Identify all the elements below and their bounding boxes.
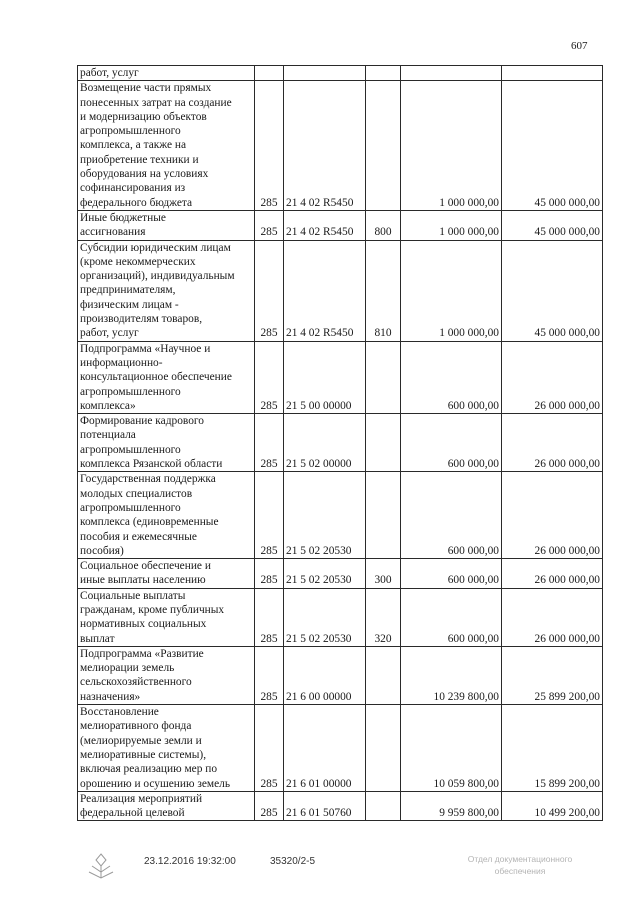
cell-sum-2016: 10 239 800,00 — [401, 646, 502, 704]
cell-vr: 800 — [366, 210, 401, 240]
footer-datetime: 23.12.2016 19:32:00 — [144, 856, 236, 867]
cell-name-line: работ, услуг — [80, 327, 139, 340]
cell-name — [78, 210, 255, 240]
cell-vr — [366, 414, 401, 472]
cell-name-line: приобретение техники и — [80, 153, 199, 166]
table-row — [78, 414, 603, 472]
emblem-icon — [84, 852, 118, 880]
table-row — [78, 705, 603, 792]
cell-name-line: комплекса Рязанской области — [80, 458, 223, 471]
cell-name — [78, 66, 255, 81]
cell-ved: 285 — [255, 414, 284, 472]
cell-name-line: молодых специалистов — [80, 487, 193, 500]
department-stamp — [445, 853, 595, 877]
cell-ved: 285 — [255, 588, 284, 646]
cell-sum-2017: 10 499 200,00 — [502, 791, 603, 821]
table-body — [78, 66, 603, 821]
stamp-line: обеспечения — [494, 866, 546, 876]
cell-sum-2017: 26 000 000,00 — [502, 588, 603, 646]
cell-name-line: и модернизацию объектов — [80, 110, 207, 123]
cell-name-line: сельскохозяйственного — [80, 676, 192, 689]
cell-ved: 285 — [255, 559, 284, 589]
cell-sum-2016: 600 000,00 — [401, 559, 502, 589]
cell-sum-2017: 45 000 000,00 — [502, 210, 603, 240]
cell-sum-2016: 1 000 000,00 — [401, 240, 502, 341]
cell-vr — [366, 646, 401, 704]
cell-csr: 21 5 02 20530 — [284, 559, 366, 589]
cell-csr: 21 5 00 00000 — [284, 341, 366, 413]
cell-name-line: мелиоративного фонда — [80, 720, 192, 733]
cell-vr: 810 — [366, 240, 401, 341]
cell-csr: 21 4 02 R5450 — [284, 210, 366, 240]
cell-ved: 285 — [255, 341, 284, 413]
table-row — [78, 240, 603, 341]
cell-vr — [366, 705, 401, 792]
cell-name-line: пособия) — [80, 544, 124, 557]
cell-name-line: ассигнования — [80, 226, 146, 239]
cell-sum-2016: 1 000 000,00 — [401, 81, 502, 211]
table-row — [78, 559, 603, 589]
cell-name-line: гражданам, кроме публичных — [80, 603, 225, 616]
cell-name-line: пособия и ежемесячные — [80, 530, 197, 543]
cell-ved: 285 — [255, 210, 284, 240]
cell-name-line: агропромышленного — [80, 125, 181, 138]
cell-csr: 21 4 02 R5450 — [284, 81, 366, 211]
cell-name-line: информационно- — [80, 356, 163, 369]
table-row — [78, 210, 603, 240]
cell-sum-2016: 600 000,00 — [401, 588, 502, 646]
cell-csr: 21 5 02 20530 — [284, 588, 366, 646]
cell-sum-2017: 26 000 000,00 — [502, 414, 603, 472]
cell-name-line: работ, услуг — [80, 67, 139, 79]
stamp-line: Отдел документационного — [467, 854, 573, 864]
cell-name-line: (кроме некоммерческих — [80, 255, 196, 268]
cell-name-line: Иные бюджетные — [80, 211, 166, 224]
cell-sum-2016: 9 959 800,00 — [401, 791, 502, 821]
table-row — [78, 66, 603, 81]
cell-name-line: мелиорации земель — [80, 662, 175, 675]
cell-sum-2017: 26 000 000,00 — [502, 559, 603, 589]
cell-name-line: агропромышленного — [80, 385, 181, 398]
cell-sum-2016: 1 000 000,00 — [401, 210, 502, 240]
cell-sum-2016 — [401, 66, 502, 81]
cell-name-line: предпринимателям, — [80, 284, 176, 297]
cell-name-line: комплекса (единовременные — [80, 516, 219, 529]
cell-name-line: включая реализацию мер по — [80, 763, 218, 776]
cell-sum-2017: 26 000 000,00 — [502, 472, 603, 559]
cell-sum-2016: 600 000,00 — [401, 341, 502, 413]
cell-name-line: Восстановление — [80, 706, 159, 719]
cell-name-line: организаций), индивидуальным — [80, 270, 235, 283]
cell-name-line: Субсидии юридическим лицам — [80, 241, 231, 254]
cell-vr: 300 — [366, 559, 401, 589]
cell-sum-2017: 45 000 000,00 — [502, 81, 603, 211]
cell-ved: 285 — [255, 646, 284, 704]
cell-sum-2017: 26 000 000,00 — [502, 341, 603, 413]
cell-name-line: физическим лицам - — [80, 298, 179, 311]
cell-name-line: Возмещение части прямых — [80, 82, 212, 95]
cell-name-line: нормативных социальных — [80, 618, 207, 631]
cell-name — [78, 81, 255, 211]
cell-name-line: комплекса» — [80, 399, 136, 412]
cell-name-line: Государственная поддержка — [80, 473, 216, 486]
cell-ved: 285 — [255, 791, 284, 821]
cell-ved: 285 — [255, 81, 284, 211]
cell-vr — [366, 341, 401, 413]
cell-csr: 21 5 02 20530 — [284, 472, 366, 559]
cell-vr — [366, 81, 401, 211]
cell-name — [78, 240, 255, 341]
cell-name — [78, 414, 255, 472]
cell-csr: 21 5 02 00000 — [284, 414, 366, 472]
cell-name-line: федерального бюджета — [80, 196, 193, 209]
cell-name-line: Формирование кадрового — [80, 415, 204, 428]
cell-name-line: понесенных затрат на создание — [80, 96, 232, 109]
cell-sum-2017 — [502, 66, 603, 81]
cell-name — [78, 559, 255, 589]
cell-name-line: Подпрограмма «Научное и — [80, 342, 211, 355]
table-row — [78, 81, 603, 211]
cell-csr: 21 6 01 50760 — [284, 791, 366, 821]
cell-sum-2017: 25 899 200,00 — [502, 646, 603, 704]
cell-name-line: Реализация мероприятий — [80, 792, 203, 805]
cell-sum-2016: 600 000,00 — [401, 472, 502, 559]
cell-ved — [255, 66, 284, 81]
cell-name-line: агропромышленного — [80, 501, 181, 514]
cell-name — [78, 705, 255, 792]
table-row — [78, 341, 603, 413]
cell-name — [78, 791, 255, 821]
cell-sum-2017: 45 000 000,00 — [502, 240, 603, 341]
table-row — [78, 646, 603, 704]
cell-sum-2016: 600 000,00 — [401, 414, 502, 472]
cell-name-line: потенциала — [80, 429, 136, 442]
cell-name — [78, 588, 255, 646]
cell-name-line: назначения» — [80, 690, 141, 703]
cell-vr — [366, 66, 401, 81]
cell-name-line: (мелиорируемые земли и — [80, 734, 202, 747]
cell-csr: 21 4 02 R5450 — [284, 240, 366, 341]
cell-sum-2017: 15 899 200,00 — [502, 705, 603, 792]
cell-csr — [284, 66, 366, 81]
cell-name-line: консультационное обеспечение — [80, 371, 232, 384]
cell-name-line: Социальное обеспечение и — [80, 560, 211, 573]
page-number: 607 — [571, 40, 588, 52]
cell-vr — [366, 791, 401, 821]
cell-name — [78, 472, 255, 559]
cell-name-line: Подпрограмма «Развитие — [80, 647, 204, 660]
cell-name-line: Социальные выплаты — [80, 589, 186, 602]
table-row — [78, 588, 603, 646]
cell-name — [78, 646, 255, 704]
cell-name-line: иные выплаты населению — [80, 574, 206, 587]
cell-name-line: выплат — [80, 632, 115, 645]
cell-name-line: оборудования на условиях — [80, 168, 209, 181]
cell-name-line: агропромышленного — [80, 443, 181, 456]
budget-table — [77, 65, 603, 821]
cell-name-line: комплекса, а также на — [80, 139, 187, 152]
cell-name — [78, 341, 255, 413]
cell-name-line: орошению и осушению земель — [80, 777, 231, 790]
cell-csr: 21 6 01 00000 — [284, 705, 366, 792]
cell-sum-2016: 10 059 800,00 — [401, 705, 502, 792]
cell-name-line: федеральной целевой — [80, 807, 185, 820]
cell-ved: 285 — [255, 705, 284, 792]
footer-doc-number: 35320/2-5 — [270, 856, 316, 867]
cell-ved: 285 — [255, 240, 284, 341]
table-row — [78, 472, 603, 559]
cell-vr: 320 — [366, 588, 401, 646]
cell-csr: 21 6 00 00000 — [284, 646, 366, 704]
table-row — [78, 791, 603, 821]
cell-ved: 285 — [255, 472, 284, 559]
cell-name-line: софинансирования из — [80, 182, 186, 195]
cell-name-line: мелиоративные системы), — [80, 748, 207, 761]
cell-name-line: производителям товаров, — [80, 313, 203, 326]
cell-vr — [366, 472, 401, 559]
